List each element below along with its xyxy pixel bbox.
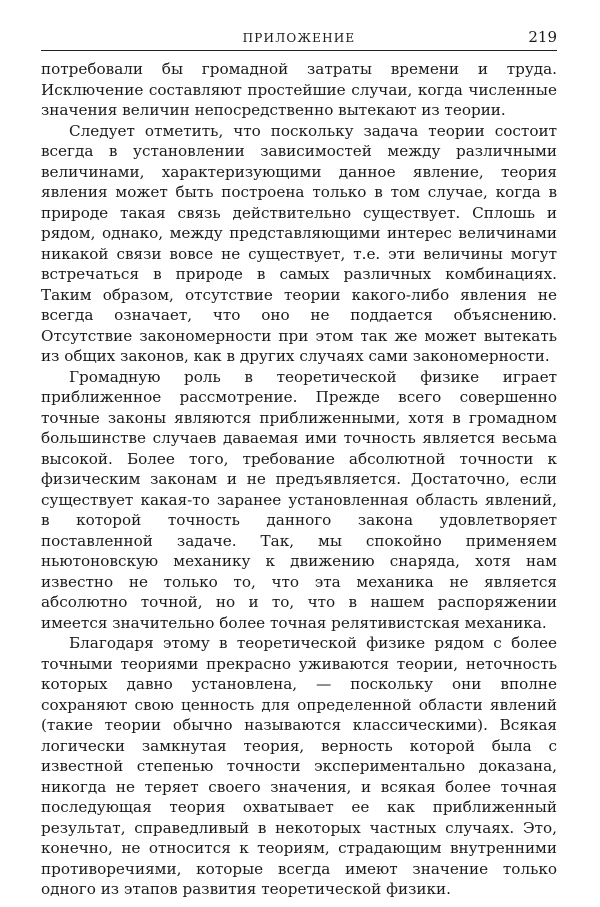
paragraph-classical-theories: Благодаря этому в теоретической физике рядом с более точными теориями прекрасно уживаются теории, неточность которых давно установлена, — поскольку они вполне сохраняют свою ценность для определенной области явлений (такие теории обычно называются классическими). Всякая логически замкнутая теория, верность которой была с известной степенью точности экспериментально доказана, никогда не теряет своего значения, и всякая более точная последующая теория охватывает ее как приближенный результат, справедливый в некоторых частных случаях. Это, конечно, не относится к теориям, страдающим внутренними противоречиями, которые всегда имеют значение только одного из этапов развития теоретической физики. <box>41 634 557 898</box>
paragraph-theory-relations: Следует отметить, что поскольку задача теории состоит всегда в установлении зависимостей между различными величинами, характеризующими данное явление, теория явления может быть построена только в том случае, когда в природе такая связь действительно существует. Сплошь и рядом, однако, между представляющими интерес величинами никакой связи вовсе не существует, т.е. эти величины могут встречаться в природе в самых различных комбинациях. Таким образом, отсутствие теории какого-либо явления не всегда означает, что оно не поддается объяснению. Отсутствие закономерности при этом так же может вытекать из общих законов, как в других случаях сами закономерности. <box>41 121 557 365</box>
page-number: 219 <box>528 28 557 46</box>
book-page <box>41 28 557 900</box>
paragraph-continuation: потребовали бы громадной затраты времени и труда. Исключение составляют простейшие случаи, когда численные значения величин непосредственно вытекают из теории. <box>41 60 557 119</box>
page-body <box>41 59 557 900</box>
running-header <box>41 28 557 51</box>
paragraph-approximate-treatment: Громадную роль в теоретической физике играет приближенное рассмотрение. Прежде всего совершенно точные законы являются приближенными, хотя в громадном большинстве случаев даваемая ими точность является весьма высокой. Более того, требование абсолютной точности к физическим законам и не предъявляется. Достаточно, если существует какая-то заранее установленная область явлений, в которой точность данного закона удовлетворяет поставленной задаче. Так, мы спокойно применяем ньютоновскую механику к движению снаряда, хотя нам известно не только то, что эта механика не является абсолютно точной, но и то, что в нашем распоряжении имеется значительно более точная релятивистская механика. <box>41 367 557 632</box>
running-title: ПРИЛОЖЕНИЕ <box>242 31 356 45</box>
